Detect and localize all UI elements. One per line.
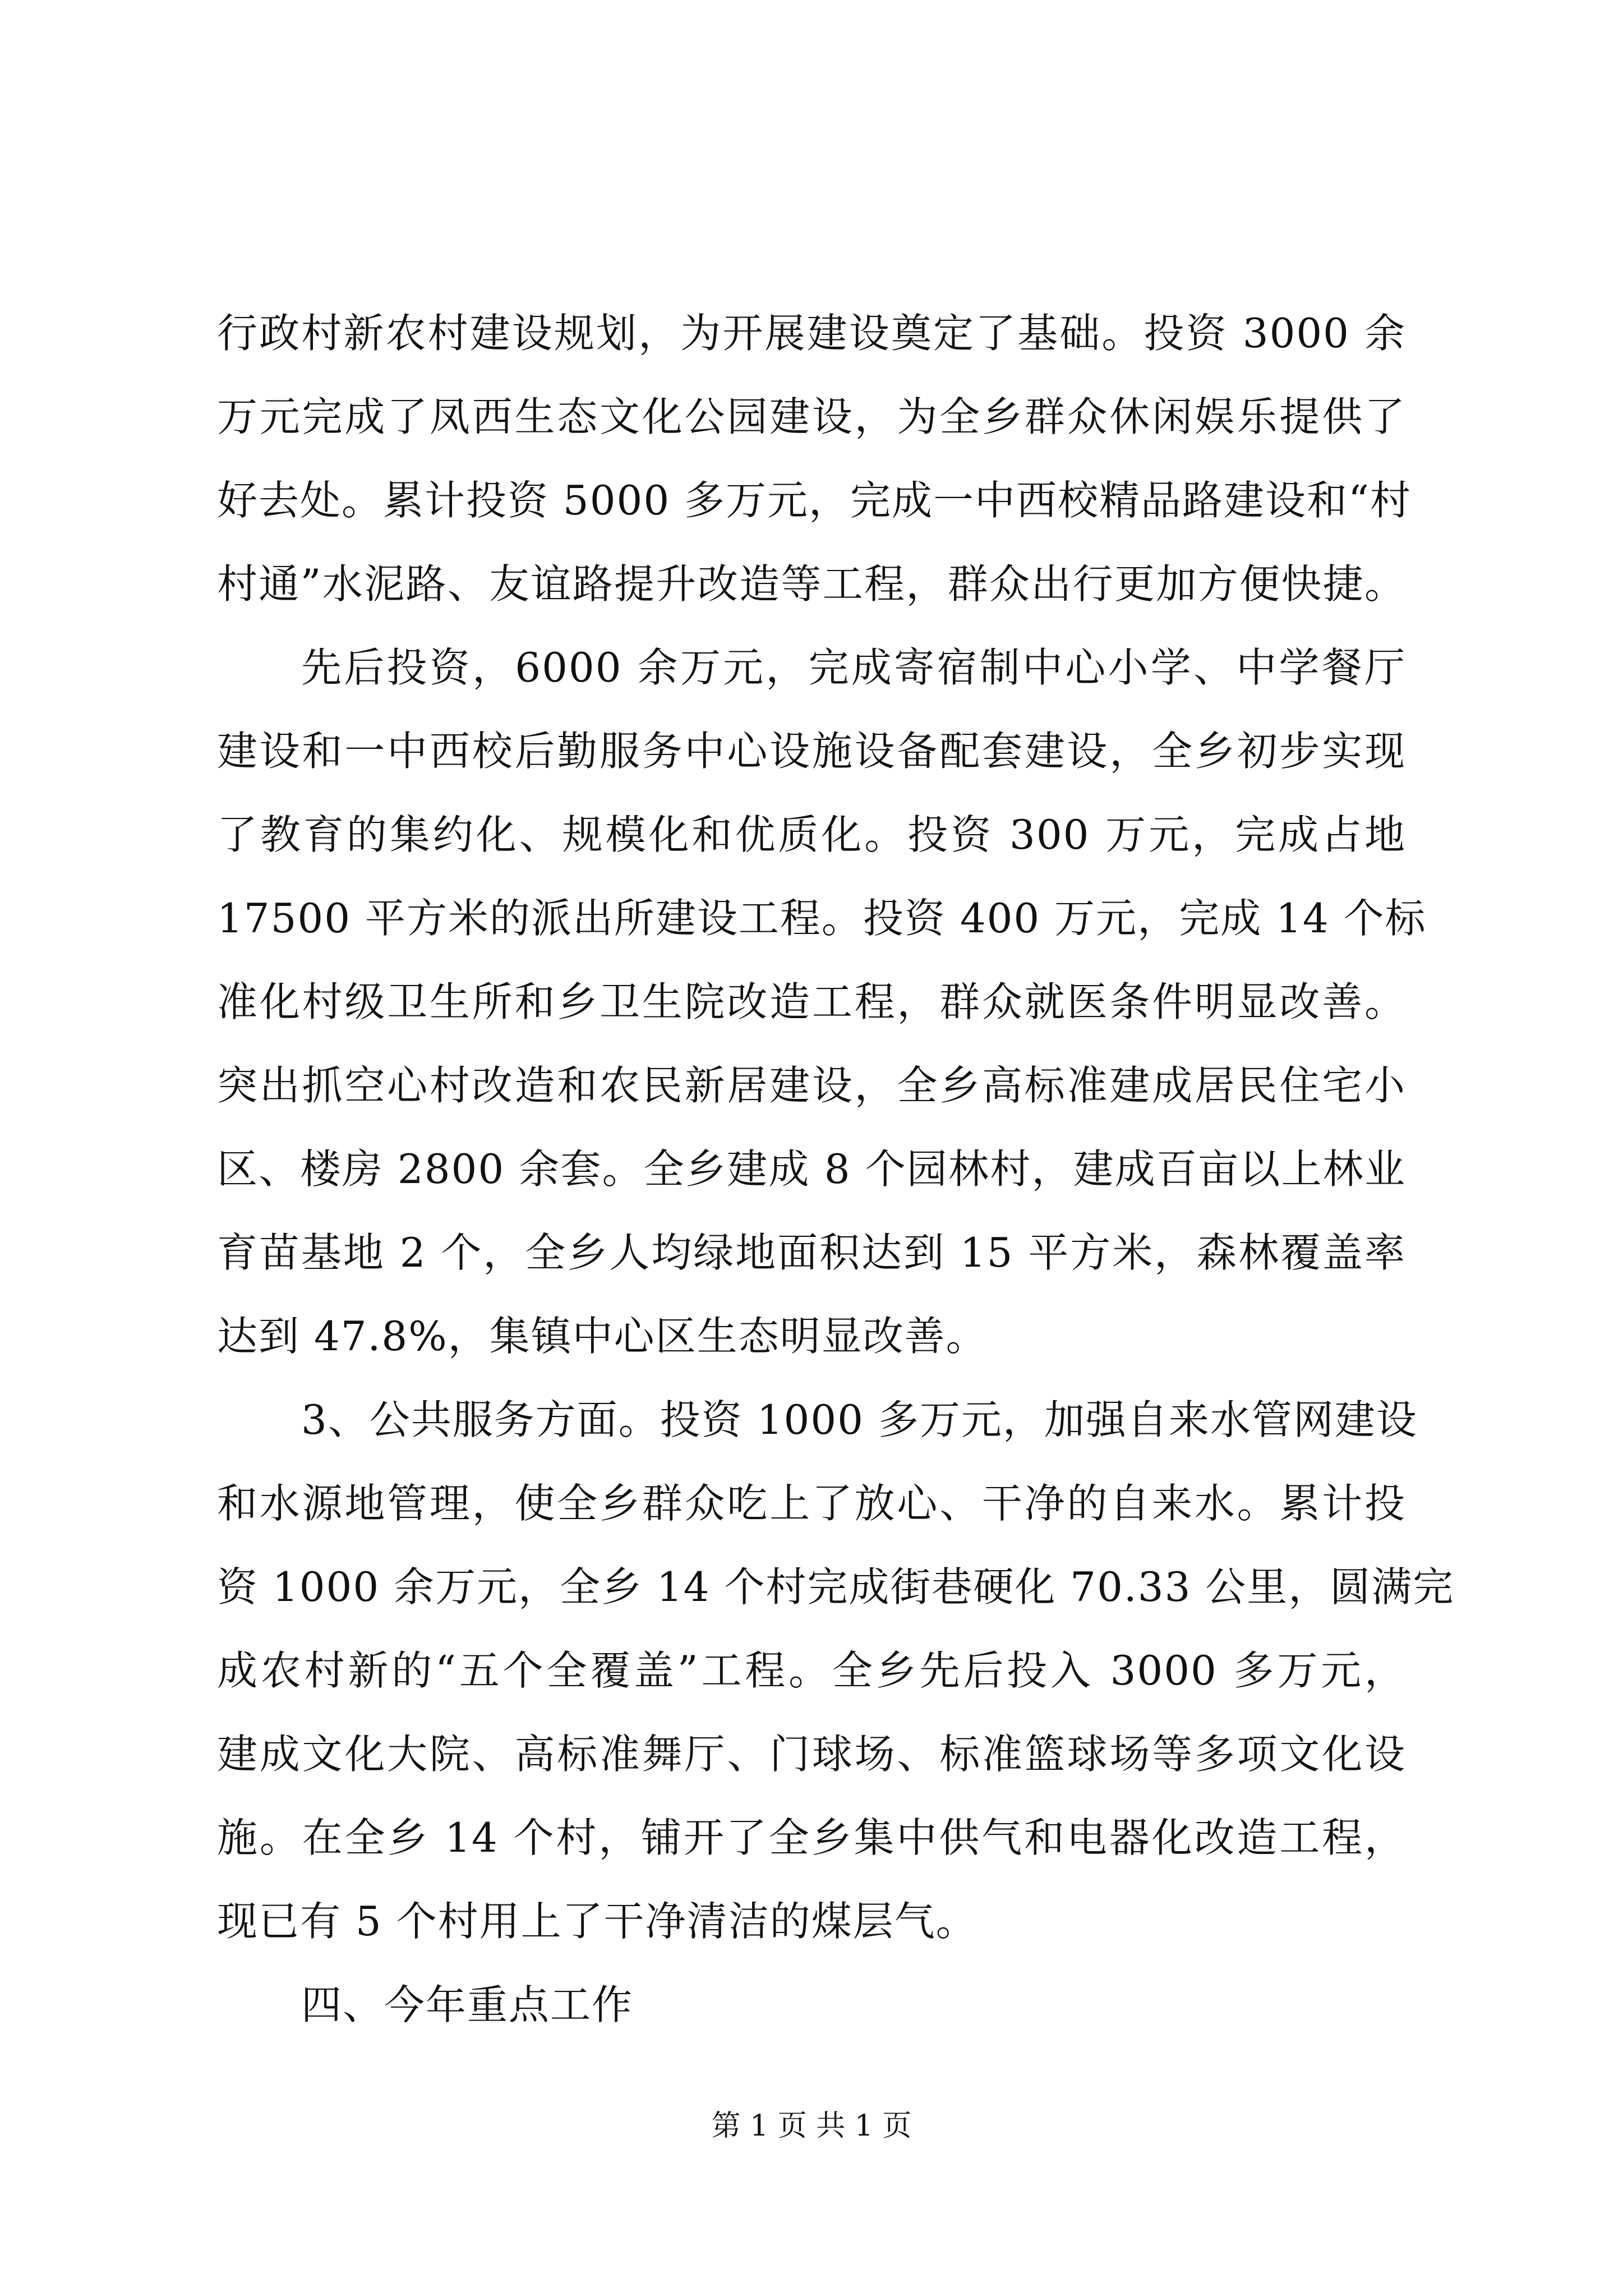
paragraph-2-line-6: 突出抓空心村改造和农民新居建设，全乡高标准建成居民住宅小	[217, 1062, 1406, 1109]
paragraph-3-line-1: 3、公共服务方面。投资 1000 多万元，加强自来水管网建设	[301, 1396, 1418, 1443]
paragraph-1-line-4: 村通”水泥路、友谊路提升改造等工程，群众出行更加方便快捷。	[217, 560, 1406, 608]
page-footer: 第 1 页 共 1 页	[711, 2109, 912, 2143]
paragraph-3-line-4: 成农村新的“五个全覆盖”工程。全乡先后投入 3000 多万元，	[217, 1647, 1406, 1694]
paragraph-2-line-9: 达到 47.8%，集镇中心区生态明显改善。	[217, 1313, 988, 1360]
paragraph-2-line-4: 17500 平方米的派出所建设工程。投资 400 万元，完成 14 个标	[217, 895, 1427, 942]
paragraph-2-line-5: 准化村级卫生所和乡卫生院改造工程，群众就医条件明显改善。	[217, 978, 1406, 1025]
paragraph-3-line-2: 和水源地管理，使全乡群众吃上了放心、干净的自来水。累计投	[217, 1480, 1406, 1527]
paragraph-1-line-2: 万元完成了凤西生态文化公园建设，为全乡群众休闲娱乐提供了	[217, 393, 1406, 440]
paragraph-2-line-8: 育苗基地 2 个，全乡人均绿地面积达到 15 平方米，森林覆盖率	[217, 1229, 1406, 1276]
paragraph-2-line-2: 建设和一中西校后勤服务中心设施设备配套建设，全乡初步实现	[217, 728, 1406, 775]
paragraph-2-line-3: 了教育的集约化、规模化和优质化。投资 300 万元，完成占地	[217, 811, 1406, 858]
paragraph-1-line-3: 好去处。累计投资 5000 多万元，完成一中西校精品路建设和“村	[217, 477, 1412, 524]
paragraph-1-line-1: 行政村新农村建设规划，为开展建设奠定了基础。投资 3000 余	[217, 310, 1406, 357]
paragraph-3-line-3: 资 1000 余万元，全乡 14 个村完成街巷硬化 70.33 公里，圆满完	[217, 1563, 1455, 1611]
paragraph-3-line-7: 现已有 5 个村用上了干净清洁的煤层气。	[217, 1898, 978, 1945]
paragraph-3-line-6: 施。在全乡 14 个村，铺开了全乡集中供气和电器化改造工程，	[217, 1814, 1406, 1861]
paragraph-2-line-7: 区、楼房 2800 余套。全乡建成 8 个园林村，建成百亩以上林业	[217, 1145, 1406, 1193]
paragraph-2-line-1: 先后投资，6000 余万元，完成寄宿制中心小学、中学餐厅	[301, 644, 1406, 691]
paragraph-3-line-5: 建成文化大院、高标准舞厅、门球场、标准篮球场等多项文化设	[217, 1731, 1406, 1778]
section-heading: 四、今年重点工作	[301, 1981, 634, 2028]
